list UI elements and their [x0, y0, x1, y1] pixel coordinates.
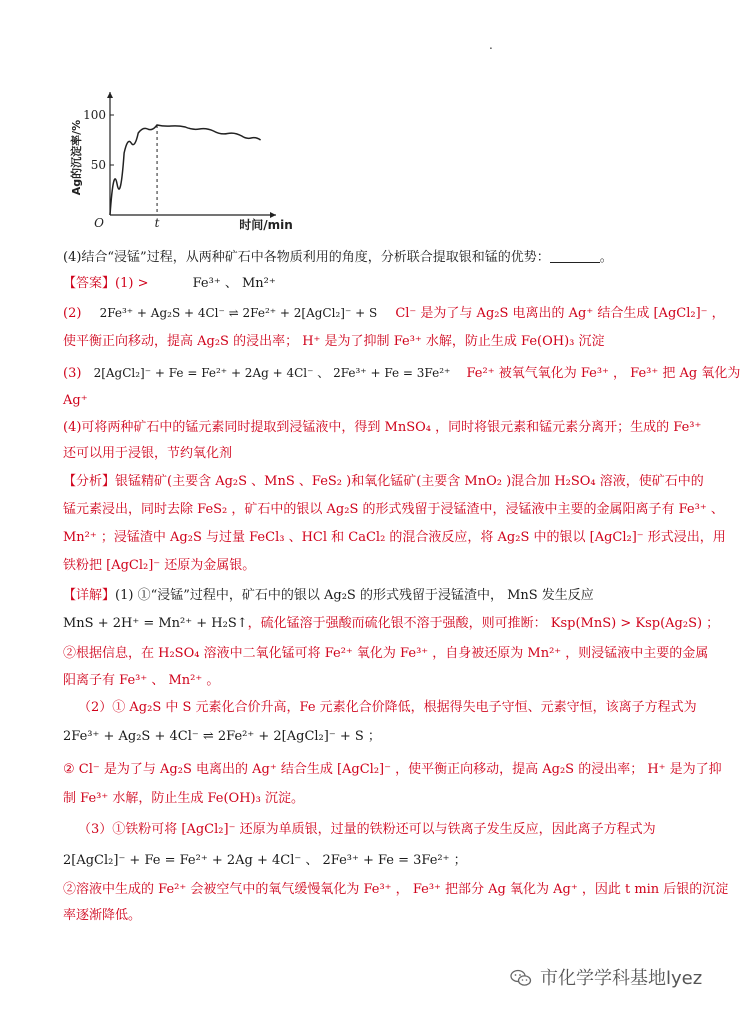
- answer-p3-eq: 2[AgCl₂]⁻ + Fe = Fe²⁺ + 2Ag + 4Cl⁻ 、 2Fe³⁺ + Fe = 3Fe²⁺: [93, 366, 451, 380]
- answer-line-1: [63, 276, 276, 292]
- answer-line-4: [63, 366, 740, 382]
- watermark: [510, 968, 702, 993]
- precipitation-chart: [66, 90, 293, 240]
- page-marker: .: [489, 38, 493, 52]
- answer-line-7: 还可以用于浸银，节约氧化剂: [63, 446, 233, 461]
- detail-line-6: 2Fe³⁺ + Ag₂S + 4Cl⁻ ⇌ 2Fe²⁺ + 2[AgCl₂]⁻ + S ；: [63, 729, 381, 744]
- y-axis-arrow: [107, 92, 113, 98]
- detail-line-5: （2）① Ag₂S 中 S 元素化合价升高，Fe 元素化合价降低，根据得失电子守恒、元素守恒，该离子方程式为: [78, 700, 697, 715]
- detail-line-3: ②根据信息，在 H₂SO₄ 溶液中二氧化锰可将 Fe²⁺ 氧化为 Fe³⁺ ，自身被还原为 Mn²⁺ ，则浸锰液中主要的金属: [63, 646, 709, 661]
- y-axis-label: Ag的沉淀率/%: [70, 119, 83, 196]
- answer-line-3: 使平衡正向移动，提高 Ag₂S 的浸出率； H⁺ 是为了抑制 Fe³⁺ 水解，防止生成 Fe(OH)₃ 沉淀: [63, 334, 605, 349]
- detail-line-10: 2[AgCl₂]⁻ + Fe = Fe²⁺ + 2Ag + 4Cl⁻ 、 2Fe³⁺ + Fe = 3Fe²⁺ ；: [63, 853, 467, 868]
- detail-text-1: (1) ①“浸锰”过程中，矿石中的银以 Ag₂S 的形式残留于浸锰渣中， MnS 发生反应: [115, 588, 594, 603]
- question-4-text: (4)结合“浸锰”过程，从两种矿石中各物质利用的角度，分析联合提取银和锰的优势：: [63, 250, 550, 265]
- detail-line-2: [63, 616, 719, 632]
- answer-line-6: (4)可将两种矿石中的锰元素同时提取到浸锰液中，得到 MnSO₄ ，同时将银元素和锰元素分离开；生成的 Fe³⁺: [63, 420, 702, 435]
- answer-p2-num: (2): [63, 306, 82, 321]
- analysis-line-1: [63, 474, 704, 490]
- series-line-ag-precipitation: [110, 125, 261, 215]
- watermark-text: 市化学学科基地lyez: [540, 968, 703, 989]
- answer-p3-reason: Fe²⁺ 被氧气氧化为 Fe³⁺ ， Fe³⁺ 把 Ag 氧化为: [466, 366, 740, 381]
- x-tick-label-t: t: [154, 216, 160, 230]
- analysis-line-2: 锰元素浸出，同时去除 FeS₂ ，矿石中的银以 Ag₂S 的形式残留于浸锰渣中，浸锰液中主要的金属阳离子有 Fe³⁺ 、: [63, 502, 724, 517]
- detail-tag: 【详解】: [63, 588, 116, 603]
- wechat-icon: [510, 969, 532, 993]
- answer-p3-num: (3): [63, 366, 82, 381]
- detail-line-12: 率逐渐降低。: [63, 908, 142, 923]
- analysis-text-1: 银锰精矿(主要含 Ag₂S 、MnS 、FeS₂ )和氧化锰矿(主要含 MnO₂ )混合加 H₂SO₄ 溶液，使矿石中的: [115, 474, 704, 489]
- answer-p2-eq: 2Fe³⁺ + Ag₂S + 4Cl⁻ ⇌ 2Fe²⁺ + 2[AgCl₂]⁻ + S: [99, 306, 378, 320]
- origin-label: O: [94, 216, 104, 230]
- answer-p1-num: (1) >: [115, 276, 149, 291]
- question-4-tail: 。: [599, 250, 613, 265]
- detail-line-1: [63, 588, 594, 604]
- detail-line-4: 阳离子有 Fe³⁺ 、 Mn²⁺ 。: [63, 673, 220, 688]
- detail-text-2: ，硫化锰溶于强酸而硫化银不溶于强酸，则可推断： Ksp(MnS) > Ksp(Ag₂S) ；: [247, 616, 720, 631]
- detail-line-8: 制 Fe³⁺ 水解，防止生成 Fe(OH)₃ 沉淀。: [63, 791, 304, 806]
- x-axis-label: 时间/min: [239, 218, 293, 232]
- question-4: [63, 250, 613, 266]
- detail-eq-1: MnS + 2H⁺ = Mn²⁺ + H₂S↑: [63, 616, 248, 631]
- detail-line-7: ② Cl⁻ 是为了与 Ag₂S 电离出的 Ag⁺ 结合生成 [AgCl₂]⁻ ，使平衡正向移动，提高 Ag₂S 的浸出率； H⁺ 是为了抑: [63, 762, 722, 777]
- y-tick-label: 100: [83, 108, 106, 122]
- analysis-line-3: Mn²⁺ ；浸锰渣中 Ag₂S 与过量 FeCl₃ 、HCl 和 CaCl₂ 的混合液反应，将 Ag₂S 中的银以 [AgCl₂]⁻ 形式浸出，用: [63, 530, 726, 545]
- analysis-tag: 【分析】: [63, 474, 116, 489]
- answer-tag: 【答案】: [63, 276, 116, 291]
- answer-p1-ions: Fe³⁺ 、 Mn²⁺: [192, 276, 276, 291]
- answer-line-5: Ag⁺: [63, 393, 88, 408]
- analysis-line-4: 铁粉把 [AgCl₂]⁻ 还原为金属银。: [63, 558, 256, 573]
- answer-blank: [550, 250, 600, 263]
- answer-p2-reason-a: Cl⁻ 是为了与 Ag₂S 电离出的 Ag⁺ 结合生成 [AgCl₂]⁻ ，: [395, 306, 725, 321]
- answer-line-2: [63, 306, 725, 322]
- y-tick-label: 50: [90, 158, 106, 172]
- detail-line-11: ②溶液中生成的 Fe²⁺ 会被空气中的氧气缓慢氧化为 Fe³⁺ ， Fe³⁺ 把部分 Ag 氧化为 Ag⁺ ，因此 t min 后银的沉淀: [63, 882, 729, 897]
- detail-line-9: （3）①铁粉可将 [AgCl₂]⁻ 还原为单质银，过量的铁粉还可以与铁离子发生反应，因此离子方程式为: [78, 822, 656, 837]
